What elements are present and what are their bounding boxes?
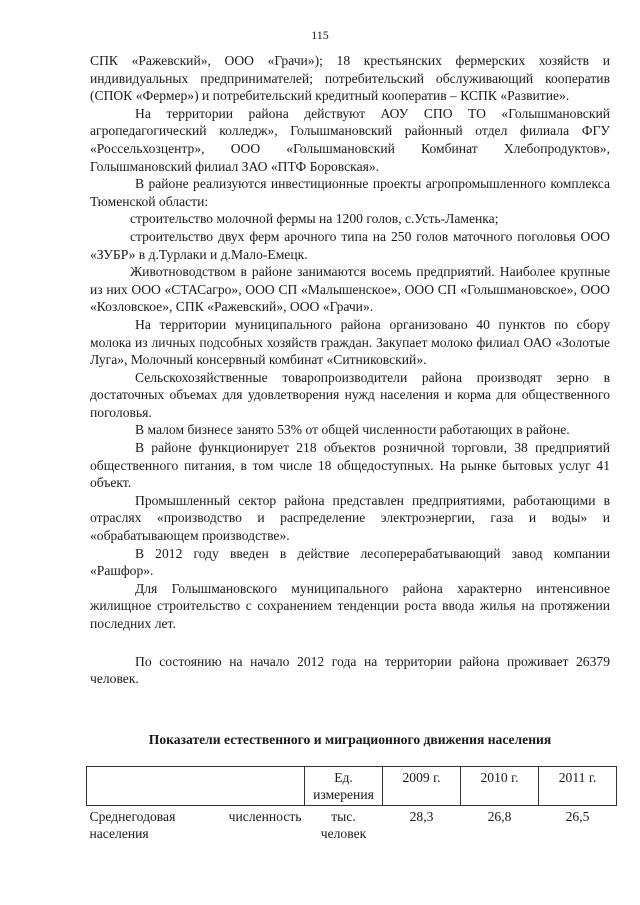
paragraph: строительство молочной фермы на 1200 голов, с.Усть-Ламенка;	[130, 211, 499, 227]
paragraph: Сельскохозяйственные товаропроизводители района производят зерно в достаточных объемах для удовлетворения нужд населения и корма для общественного поголовья.	[90, 369, 610, 420]
population-table	[86, 766, 617, 844]
paragraph: строительство двух ферм арочного типа на 250 голов маточного поголовья ООО «ЗУБР» в д.Турлаки и д.Мало-Емецк.	[90, 228, 610, 262]
population-paragraph: По состоянию на начало 2012 года на территории района проживает 26379 человек.	[90, 653, 610, 687]
paragraph: В районе реализуются инвестиционные проекты агропромышленного комплекса Тюменской области:	[90, 176, 610, 209]
paragraph: На территории муниципального района организовано 40 пунктов по сбору молока из личных подсобных хозяйств граждан. Закупает молоко филиал ОАО «Золотые Луга», Молочный консервный комбинат «Ситниковский».	[90, 316, 610, 368]
table-header-cell: 2009 г.	[383, 767, 461, 806]
table-header-cell: 2011 г.	[539, 767, 617, 806]
row-label-part: населения	[89, 826, 149, 841]
table-header-row	[87, 767, 617, 806]
paragraph: На территории района действуют АОУ СПО ТО «Голышмановский агропедагогический колледж», Голышмановский районный отдел филиала ФГУ «Россельхозцентр», ООО «Голышмановский Комбинат Хлебопродуктов», Голышмановский филиал ЗАО «ПТФ Боровская».	[90, 105, 610, 174]
table-header-cell	[87, 767, 305, 806]
page-number: 115	[311, 28, 329, 42]
paragraph: СПК «Ражевский», ООО «Грачи»); 18 крестьянских фермерских хозяйств и индивидуальных предпринимателей; потребительский обслуживающий кооператив (СПОК «Фермер») и потребительский кредитный кооператив – КСПК «Развитие».	[90, 53, 610, 104]
row-label-part: Среднегодовая	[89, 809, 176, 824]
table-header-cell: Ед. измерения	[305, 767, 383, 806]
value-cell: 26,5	[565, 809, 590, 824]
value-cell: 28,3	[409, 809, 434, 824]
paragraph: В районе функционирует 218 объектов розничной торговли, 38 предприятий общественного питания, в том числе 18 общедоступных. На рынке бытовых услуг 41 объект.	[90, 440, 610, 491]
table-title: Показатели естественного и миграционного движения населения	[148, 732, 552, 747]
unit-cell: тыс. человек	[320, 809, 367, 841]
body-text	[90, 52, 610, 688]
paragraph: В малом бизнесе занято 53% от общей численности работающих в районе.	[135, 422, 570, 438]
row-label	[87, 806, 305, 845]
value-cell: 26,8	[487, 809, 512, 824]
paragraph: Животноводством в районе занимаются восемь предприятий. Наиболее крупные из них ООО «СТАСагро», ООО СП «Малышенское», ООО СП «Голышмановское», ООО «Козловское», СПК «Ражевский», ООО «Грачи».	[90, 264, 610, 315]
paragraph: В 2012 году введен в действие лесоперерабатывающий завод компании «Рашфор».	[90, 545, 610, 579]
table-header-cell: 2010 г.	[461, 767, 539, 806]
table-row	[87, 806, 617, 845]
paragraph: Для Голышмановского муниципального района характерно интенсивное жилищное строительство с сохранением тенденции роста ввода жилья на протяжении последних лет.	[90, 580, 610, 631]
paragraph: Промышленный сектор района представлен предприятиями, работающими в отраслях «производство и распределение электроэнергии, газа и воды» и «обрабатывающем производстве».	[90, 492, 610, 544]
row-label-part: численность	[228, 809, 302, 824]
